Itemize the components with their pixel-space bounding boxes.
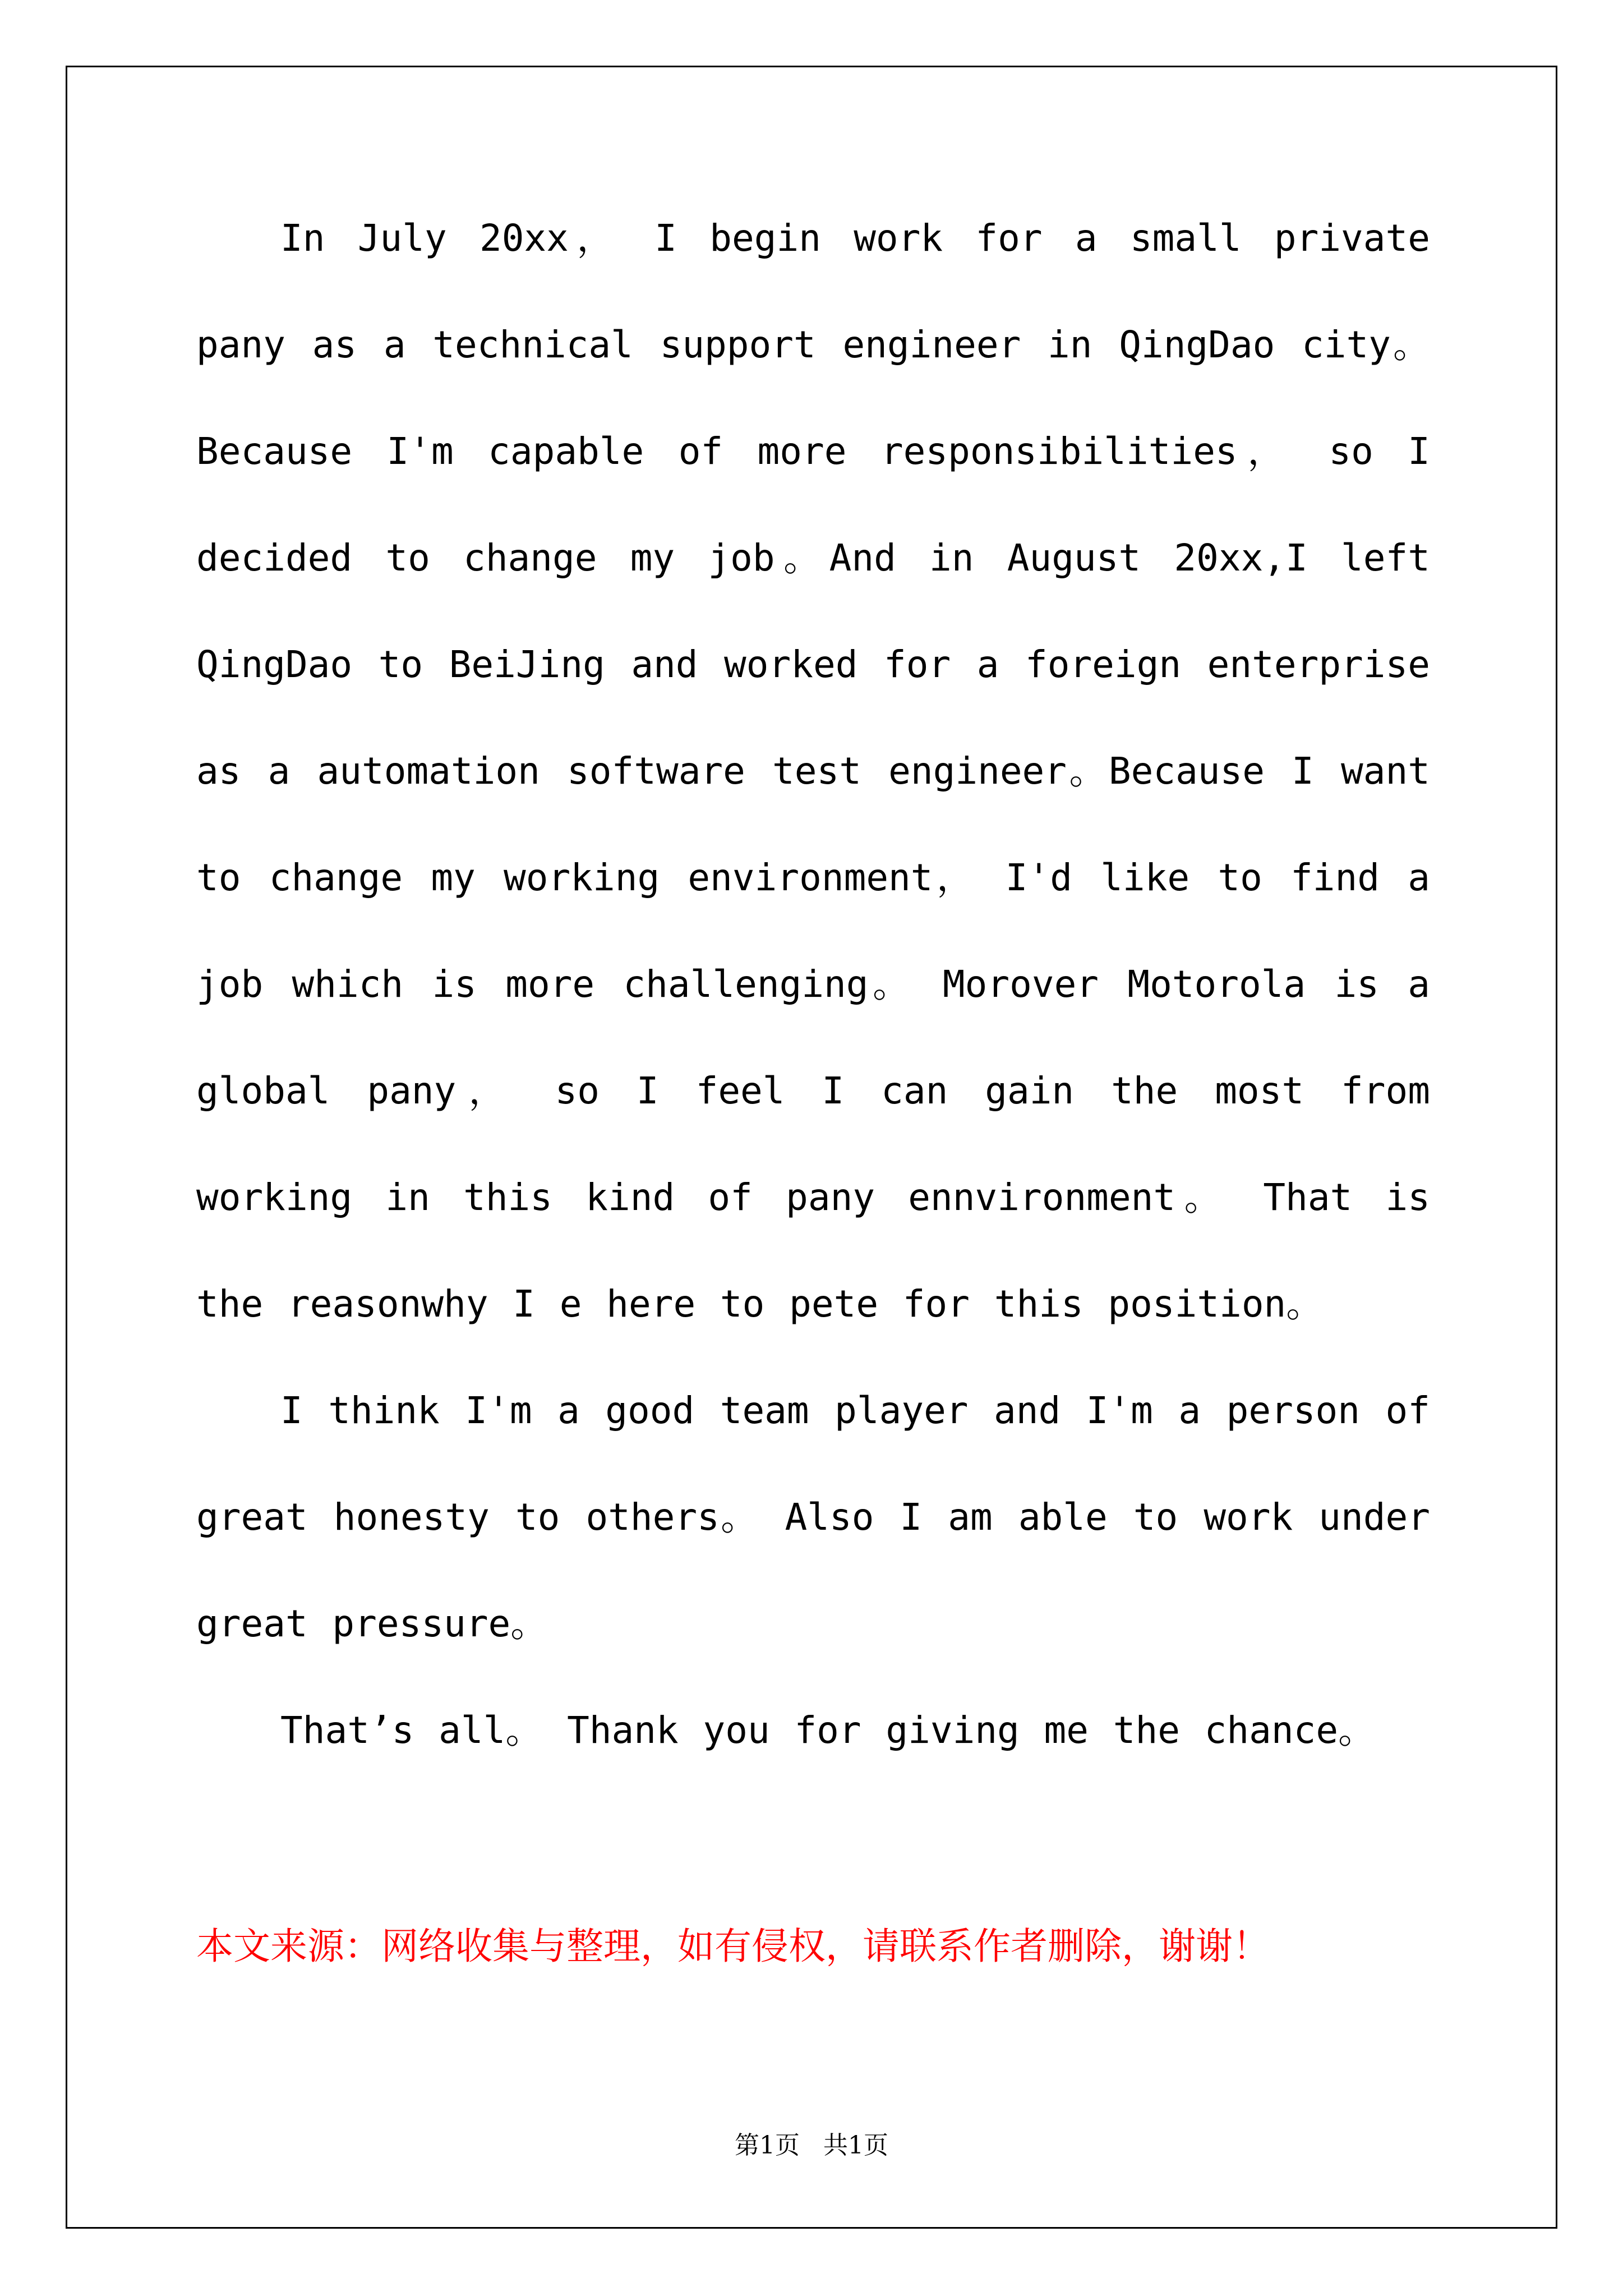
- paragraph-qualities: I think I'm a good team player and I'm a person of great honesty to others。 Also I am able to work under great pressure。: [196, 1389, 1430, 1645]
- page-footer: 第1页 共1页: [735, 2131, 888, 2160]
- source-notice: 本文来源：网络收集与整理，如有侵权，请联系作者删除，谢谢！: [196, 1925, 1270, 1968]
- paragraph-closing: That’s all。 Thank you for giving me the chance。: [280, 1709, 1376, 1752]
- paragraph-intro: In July 20xx， I begin work for a small private pany as a technical support engineer in QingDao city。Because I'm capable of more responsibilities， so I decided to change my job。And in August 20xx,I left QingDao to BeiJing and worked for a foreign enterprise as a automation software test engineer。Because I want to change my working environment， I'd like to find a job which is more challenging。 Morover Motorola is a global pany， so I feel I can gain the most from working in this kind of pany ennvironment。 That is the reasonwhy I e here to pete for this position。: [196, 217, 1430, 1326]
- document-body: [196, 185, 1430, 1784]
